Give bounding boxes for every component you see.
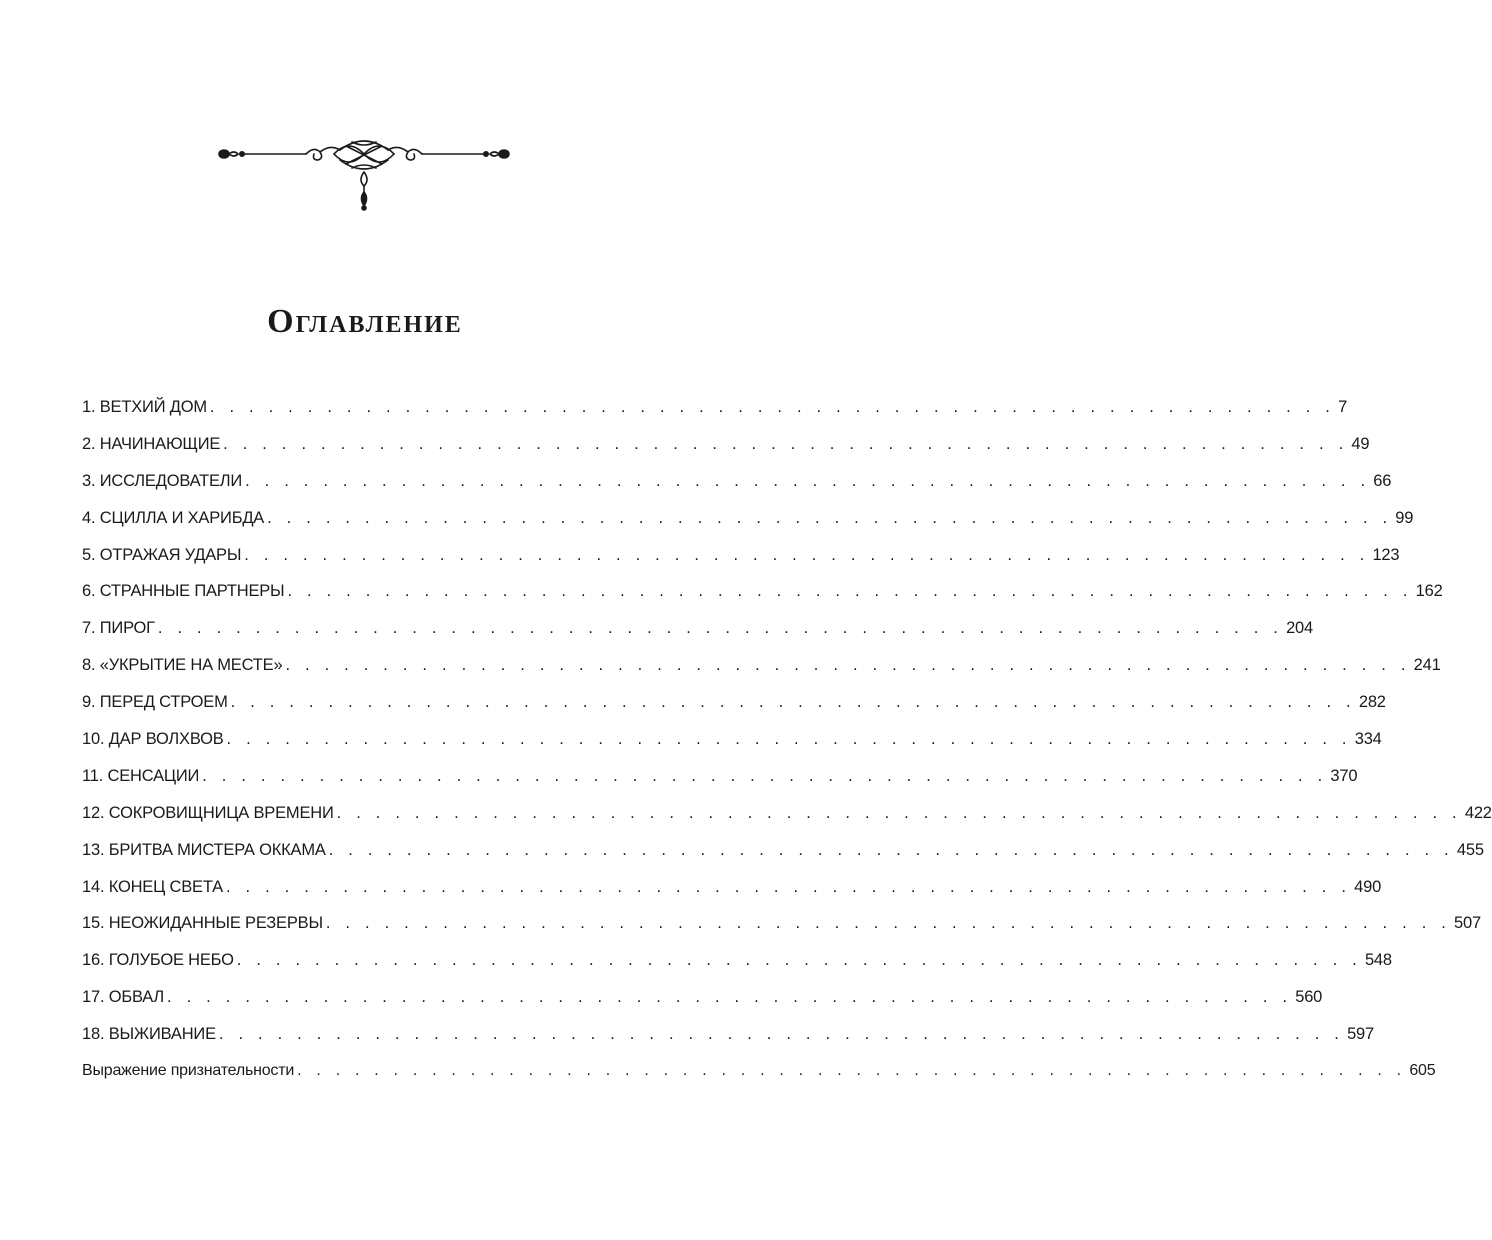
toc-dot-leader: . . . . . . . . . . . . . . . . . . . . . . . . . . . . . . . . . . . . . . . . . . . . . . . . . . . . . . . . . . [202,766,1328,785]
toc-entry[interactable] [82,988,1323,1025]
toc-entry[interactable] [82,693,1386,730]
toc-dot-leader: . . . . . . . . . . . . . . . . . . . . . . . . . . . . . . . . . . . . . . . . . . . . . . . . . . . . . . . . . . [226,730,1352,749]
toc-dot-leader: . . . . . . . . . . . . . . . . . . . . . . . . . . . . . . . . . . . . . . . . . . . . . . . . . . . . . . . . . . [157,619,1284,638]
toc-entry-page-number: 162 [1415,582,1443,601]
toc-entry-page-number: 605 [1409,1062,1436,1080]
toc-entry[interactable] [82,582,1443,619]
toc-entry-page-number: 123 [1372,545,1400,564]
decorative-ornament-icon [214,132,514,214]
toc-entry-page-number: 7 [1338,398,1348,416]
toc-entry-title: 16. ГОЛУБОЕ НЕБО [82,951,234,970]
toc-dot-leader: . . . . . . . . . . . . . . . . . . . . . . . . . . . . . . . . . . . . . . . . . . . . . . . . . . . . . . . . . . [225,877,1352,896]
page-title: Оглавление [267,303,463,340]
toc-entry-title: 13. БРИТВА МИСТЕРА ОККАМА [82,840,326,859]
toc-entry-title: 5. ОТРАЖАЯ УДАРЫ [82,545,242,564]
toc-entry[interactable] [82,877,1382,915]
toc-entry[interactable] [82,914,1481,951]
toc-entry-title: 15. НЕОЖИДАННЫЕ РЕЗЕРВЫ [82,914,323,933]
toc-entry-title: 3. ИССЛЕДОВАТЕЛИ [82,471,243,490]
toc-entry-page-number: 49 [1351,434,1370,453]
toc-dot-leader: . . . . . . . . . . . . . . . . . . . . . . . . . . . . . . . . . . . . . . . . . . . . . . . . . . . . . . . . . . [244,545,1370,564]
toc-dot-leader: . . . . . . . . . . . . . . . . . . . . . . . . . . . . . . . . . . . . . . . . . . . . . . . . . . . . . . . . . . [245,471,1371,490]
toc-entry-title: 18. ВЫЖИВАНИЕ [82,1025,216,1044]
toc-dot-leader: . . . . . . . . . . . . . . . . . . . . . . . . . . . . . . . . . . . . . . . . . . . . . . . . . . . . . . . . . . [325,914,1452,933]
table-of-contents [82,398,1492,1099]
toc-entry-page-number: 597 [1347,1025,1374,1044]
toc-entry-page-number: 334 [1354,730,1382,749]
toc-dot-leader: . . . . . . . . . . . . . . . . . . . . . . . . . . . . . . . . . . . . . . . . . . . . . . . . . . . . . . . . . . [328,840,1454,859]
toc-entry[interactable] [82,803,1492,841]
toc-entry-title: Выражение признательности [82,1062,295,1080]
toc-entry-page-number: 560 [1295,988,1323,1007]
toc-entry-title: 6. СТРАННЫЕ ПАРТНЕРЫ [82,582,285,601]
toc-dot-leader: . . . . . . . . . . . . . . . . . . . . . . . . . . . . . . . . . . . . . . . . . . . . . . . . . . . . . . . . . . [285,656,1411,675]
toc-entry-title: 1. ВЕТХИЙ ДОМ [82,398,207,416]
toc-entry-page-number: 241 [1413,656,1441,675]
toc-entry[interactable] [82,1062,1436,1099]
toc-entry-page-number: 370 [1330,766,1358,785]
toc-entry-title: 2. НАЧИНАЮЩИЕ [82,434,221,453]
toc-entry[interactable] [82,508,1414,546]
toc-entry-page-number: 507 [1454,914,1481,933]
toc-dot-leader: . . . . . . . . . . . . . . . . . . . . . . . . . . . . . . . . . . . . . . . . . . . . . . . . . . . . . . . . . . [287,582,1413,601]
toc-entry-title: 12. СОКРОВИЩНИЦА ВРЕМЕНИ [82,803,334,822]
toc-entry-title: 10. ДАР ВОЛХВОВ [82,730,224,749]
toc-dot-leader: . . . . . . . . . . . . . . . . . . . . . . . . . . . . . . . . . . . . . . . . . . . . . . . . . . . . . . . . . . [167,988,1293,1007]
toc-entry[interactable] [82,434,1370,472]
toc-entry-title: 4. СЦИЛЛА И ХАРИБДА [82,508,265,527]
toc-entry[interactable] [82,840,1484,878]
toc-entry-page-number: 282 [1358,693,1386,712]
toc-entry[interactable] [82,766,1358,804]
toc-entry-page-number: 455 [1456,840,1484,859]
toc-dot-leader: . . . . . . . . . . . . . . . . . . . . . . . . . . . . . . . . . . . . . . . . . . . . . . . . . . . . . . . . . . [267,508,1393,527]
toc-entry-page-number: 66 [1373,471,1392,490]
toc-dot-leader: . . . . . . . . . . . . . . . . . . . . . . . . . . . . . . . . . . . . . . . . . . . . . . . . . . . . . . . . . . [236,951,1362,970]
toc-entry[interactable] [82,471,1392,509]
toc-dot-leader: . . . . . . . . . . . . . . . . . . . . . . . . . . . . . . . . . . . . . . . . . . . . . . . . . . . . . . . . . . [209,398,1336,416]
toc-dot-leader: . . . . . . . . . . . . . . . . . . . . . . . . . . . . . . . . . . . . . . . . . . . . . . . . . . . . . . . . . . [230,693,1356,712]
toc-entry[interactable] [82,619,1314,656]
toc-entry-page-number: 99 [1395,508,1414,527]
toc-entry[interactable] [82,730,1382,767]
toc-entry-title: 7. ПИРОГ [82,619,155,638]
toc-entry[interactable] [82,656,1441,693]
toc-entry[interactable] [82,1025,1374,1062]
toc-entry-title: 8. «УКРЫТИЕ НА МЕСТЕ» [82,656,283,675]
toc-dot-leader: . . . . . . . . . . . . . . . . . . . . . . . . . . . . . . . . . . . . . . . . . . . . . . . . . . . . . . . . . . [336,803,1462,822]
toc-entry[interactable] [82,545,1400,583]
toc-entry[interactable] [82,951,1392,988]
toc-dot-leader: . . . . . . . . . . . . . . . . . . . . . . . . . . . . . . . . . . . . . . . . . . . . . . . . . . . . . . . . . . [297,1062,1407,1080]
toc-entry-title: 14. КОНЕЦ СВЕТА [82,877,223,896]
toc-entry-title: 17. ОБВАЛ [82,988,165,1007]
toc-dot-leader: . . . . . . . . . . . . . . . . . . . . . . . . . . . . . . . . . . . . . . . . . . . . . . . . . . . . . . . . . . [223,434,1349,453]
toc-entry-page-number: 490 [1354,877,1382,896]
toc-entry-page-number: 548 [1364,951,1392,970]
toc-entry-page-number: 204 [1286,619,1314,638]
toc-entry-page-number: 422 [1464,803,1492,822]
toc-dot-leader: . . . . . . . . . . . . . . . . . . . . . . . . . . . . . . . . . . . . . . . . . . . . . . . . . . . . . . . . . . [218,1025,1345,1044]
toc-entry-title: 9. ПЕРЕД СТРОЕМ [82,693,228,712]
toc-entry[interactable] [82,398,1348,435]
toc-entry-title: 11. СЕНСАЦИИ [82,766,200,785]
